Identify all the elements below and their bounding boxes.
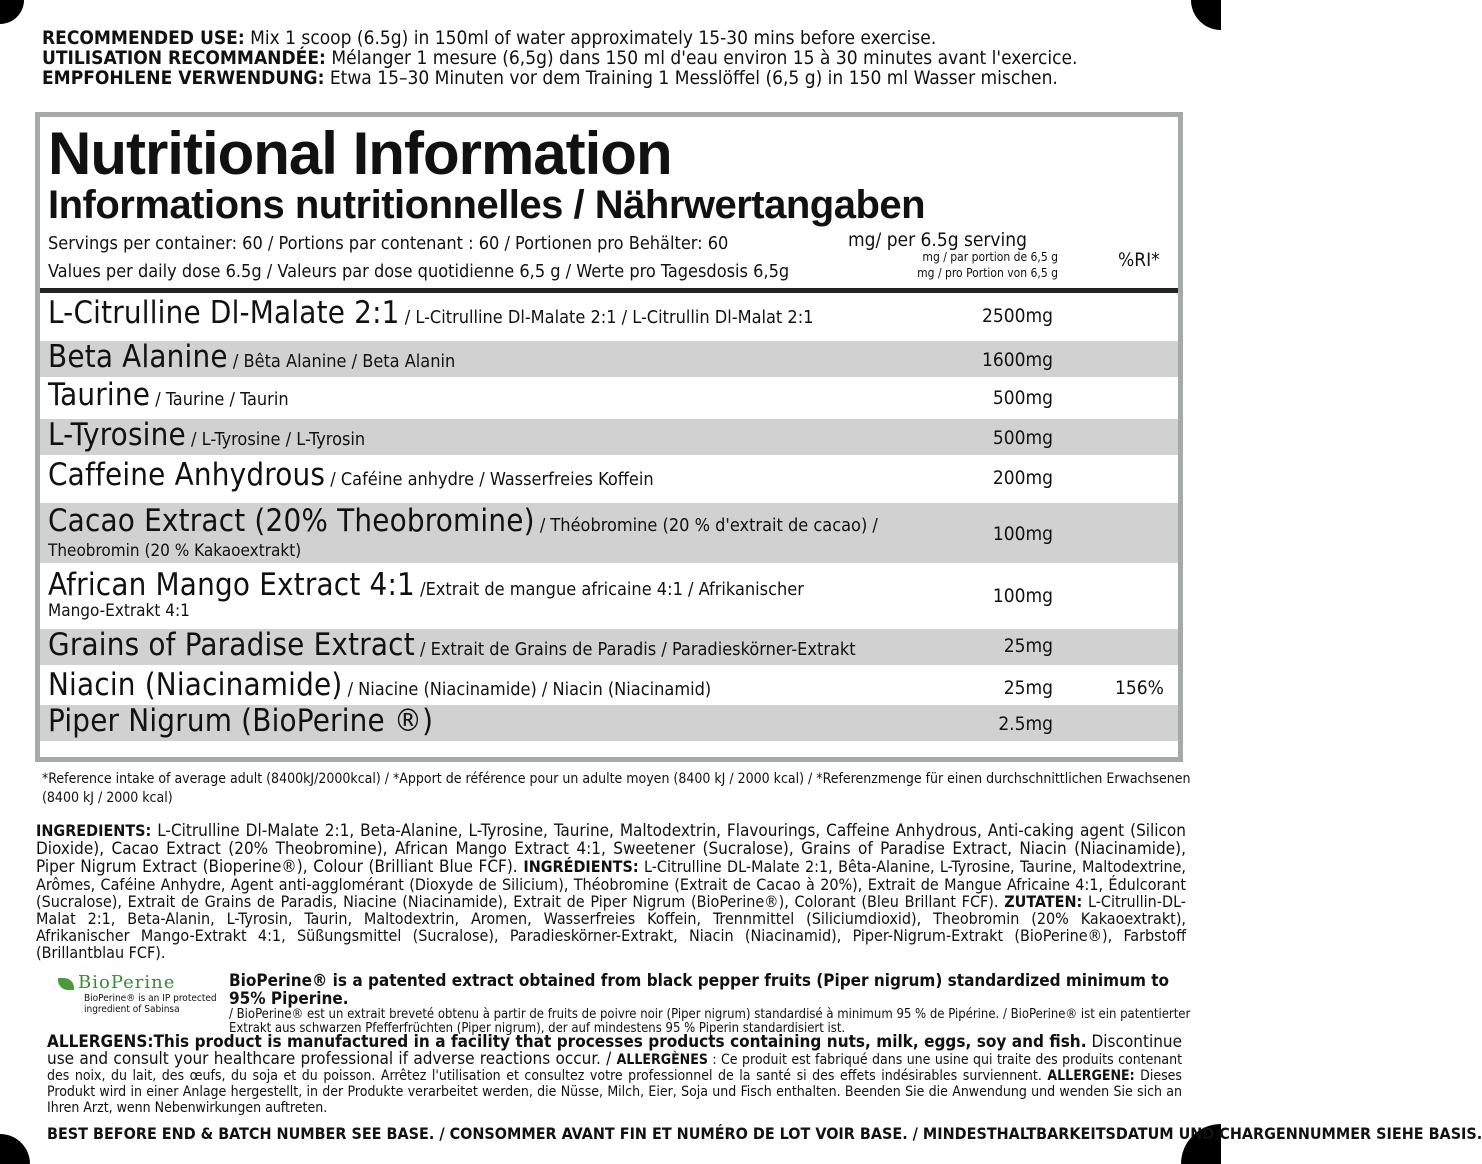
best-before-fr-de: / CONSOMMER AVANT FIN ET NUMÉRO DE LOT VOIR BASE. / MINDESTHALTBARKEITSDATUM UND CHARGENNUMMER SIEHE BASIS. <box>434 1124 1482 1143</box>
serving-header-fr: mg / par portion de 6,5 g <box>922 250 1058 264</box>
allergens-text-fr: : Ce produit est fabriqué dans une usine qui traite des produits contenant des noix, du lait, des œufs, du soja et du poisson. Arrêtez l'utilisation et consultez votre professionnel de la santé si des effets indésirables surviennent. <box>47 1052 1183 1084</box>
table-row <box>40 705 1178 741</box>
row-amount: 100mg <box>992 523 1053 545</box>
row-translation: / L-Citrulline Dl-Malate 2:1 / L-Citrullin Dl-Malat 2:1 <box>399 307 814 328</box>
usage-label-de: EMPFOHLENE VERWENDUNG: <box>42 67 325 89</box>
row-amount: 100mg <box>992 585 1053 607</box>
row-amount: 500mg <box>992 387 1053 409</box>
corner-decoration <box>0 0 24 24</box>
servings-per-container: Servings per container: 60 / Portions par contenant : 60 / Portionen pro Behälter: 60 <box>48 233 729 254</box>
table-row <box>40 379 1178 415</box>
row-translation: / Bêta Alanine / Beta Alanin <box>227 351 456 372</box>
table-row <box>40 341 1178 377</box>
usage-text-en: Mix 1 scoop (6.5g) in 150ml of water approximately 15-30 mins before exercise. <box>244 27 937 49</box>
usage-text-de: Etwa 15–30 Minuten vor dem Training 1 Messlöffel (6,5 g) in 150 ml Wasser mischen. <box>324 67 1058 89</box>
row-translation: /Extrait de mangue africaine 4:1 / Afrikanischer <box>415 579 804 600</box>
row-name: Caffeine Anhydrous <box>48 457 326 493</box>
ri-header: %RI* <box>1118 249 1160 271</box>
row-name: Grains of Paradise Extract <box>48 627 415 663</box>
table-row <box>40 629 1178 665</box>
allergens <box>47 1034 1182 1116</box>
row-name: Taurine <box>48 377 151 413</box>
serving-header-de: mg / pro Portion von 6,5 g <box>917 266 1058 280</box>
row-name: African Mango Extract 4:1 <box>48 567 415 603</box>
values-per-dose: Values per daily dose 6.5g / Valeurs par dose quotidienne 6,5 g / Werte pro Tagesdosis 6,5g <box>48 261 790 282</box>
allergens-label-de: ALLERGENE: <box>1047 1068 1135 1084</box>
row-name: Cacao Extract (20% Theobromine) <box>48 503 535 539</box>
best-before <box>47 1124 1482 1143</box>
row-name: L-Citrulline Dl-Malate 2:1 <box>48 295 400 331</box>
panel-subtitle: Informations nutritionnelles / Nährwertangaben <box>48 183 926 227</box>
best-before-en: BEST BEFORE END & BATCH NUMBER SEE BASE. <box>47 1124 435 1143</box>
row-translation: / Niacine (Niacinamide) / Niacin (Niacinamid) <box>342 679 712 700</box>
row-amount: 2500mg <box>982 305 1053 327</box>
row-translation: / Taurine / Taurin <box>150 389 289 410</box>
bioperine-statement-fr-de: / BioPerine® est un extrait breveté obtenu à partir de fruits de poivre noir (Piper nigrum) standardisé à minimum 95 % de Pipérine. / BioPerine® ist ein patentierter Extrakt aus schwarzen Pfefferfrüchten (Piper nigrum), der auf mindestens 95 % Piperin standardisiert ist. <box>229 1007 1191 1036</box>
panel-title: Nutritional Information <box>48 120 672 187</box>
table-row <box>40 503 1178 563</box>
table-row <box>40 295 1178 335</box>
row-translation: / Extrait de Grains de Paradis / Paradieskörner-Extrakt <box>414 639 856 660</box>
serving-header: mg/ per 6.5g serving <box>848 229 1027 251</box>
allergens-label-fr: ALLERGÈNES <box>616 1052 708 1068</box>
table-row <box>40 419 1178 455</box>
row-translation-cont: Mango-Extrakt 4:1 <box>48 601 190 621</box>
allergens-en-tail: Discontinue use and consult your healthcare professional if adverse reactions occur. / <box>47 1032 1182 1069</box>
row-amount: 25mg <box>1003 677 1053 699</box>
row-amount: 500mg <box>992 427 1053 449</box>
bioperine-logo-note: BioPerine® is an IP protected ingredient of Sabinsa <box>84 993 217 1015</box>
table-row <box>40 667 1178 705</box>
table-row <box>40 457 1178 499</box>
allergens-en: ALLERGENS:This product is manufactured in a facility that processes products containing nuts, milk, eggs, soy and fish. <box>47 1032 1087 1052</box>
ingredients-label-en: INGREDIENTS: <box>36 821 152 840</box>
row-name: Piper Nigrum (BioPerine ®) <box>48 703 434 739</box>
row-name: Niacin (Niacinamide) <box>48 667 343 703</box>
row-amount: 25mg <box>1003 635 1053 657</box>
nutrition-panel <box>35 112 1183 762</box>
usage-label-en: RECOMMENDED USE: <box>42 27 245 49</box>
leaf-icon <box>58 978 74 990</box>
row-amount: 200mg <box>992 467 1053 489</box>
row-amount: 1600mg <box>982 349 1053 371</box>
row-translation: / Caféine anhydre / Wasserfreies Koffein <box>325 469 654 490</box>
usage-text-fr: Mélanger 1 mesure (6,5g) dans 150 ml d'eau environ 15 à 30 minutes avant l'exercice. <box>325 47 1078 69</box>
corner-decoration <box>1191 0 1221 30</box>
bioperine-statement <box>229 972 1191 1036</box>
recommended-use <box>42 28 1192 88</box>
row-name: L-Tyrosine <box>48 417 186 453</box>
bioperine-logo <box>58 972 228 1015</box>
bioperine-logo-text: BioPerine <box>78 972 176 993</box>
ingredients-label-de: ZUTATEN: <box>1004 892 1083 911</box>
reference-intake-footnote: *Reference intake of average adult (8400kJ/2000kcal) / *Apport de référence pour un adulte moyen (8400 kJ / 2000 kcal) / *Referenzmenge für einen durchschnittlichen Erwachsenen (8400 kJ / 2000 kcal) <box>42 771 1191 806</box>
ingredients-label-fr: INGRÉDIENTS: <box>523 857 639 876</box>
usage-label-fr: UTILISATION RECOMMANDÉE: <box>42 47 326 69</box>
row-translation: / Théobromine (20 % d'extrait de cacao) / <box>534 515 878 536</box>
row-translation: / L-Tyrosine / L-Tyrosin <box>185 429 366 450</box>
ingredients-text-de: L-Citrullin-DL-Malat 2:1, Beta-Alanin, L-Tyrosin, Taurin, Maltodextrin, Aromen, Wasserfreies Koffein, Trennmittel (Siliciumdioxid), Theobromin (20% Kakaoextrakt), Afrikanischer Mango-Extrakt 4:1, Süßungsmittel (Sucralose), Paradieskörner-Extrakt, Niacin (Niacinamid), Piper-Nigrum-Extrakt (BioPerine®), Farbstoff (Brillantblau FCF). <box>36 892 1187 962</box>
row-translation-cont: Theobromin (20 % Kakaoextrakt) <box>48 541 302 561</box>
header-divider <box>40 288 1178 293</box>
ingredients <box>36 822 1186 961</box>
row-ri: 156% <box>1115 677 1164 699</box>
ingredients-text-en: L-Citrulline Dl-Malate 2:1, Beta-Alanine, L-Tyrosine, Taurine, Maltodextrin, Flavourings, Caffeine Anhydrous, Anti-caking agent (Silicon Dioxide), Cacao Extract (20% Theobromine), African Mango Extract 4:1, Sweetener (Sucralose), Grains of Paradise Extract, Niacin (Niacinamide), Piper Nigrum Extract (Bioperine®), Colour (Brilliant Blue FCF). <box>36 821 1186 877</box>
row-amount: 2.5mg <box>998 713 1053 735</box>
row-name: Beta Alanine <box>48 339 228 375</box>
bioperine-statement-en: BioPerine® is a patented extract obtained from black pepper fruits (Piper nigrum) standardized minimum to 95% Piperine. <box>229 971 1170 1009</box>
table-row <box>40 567 1178 627</box>
corner-decoration <box>0 1134 30 1164</box>
allergens-text-de: Dieses Produkt wird in einer Anlage hergestellt, in der Produkte verarbeitet werden, die Nüsse, Milch, Eier, Soja und Fisch enthalten. Beenden Sie die Anwendung und wenden Sie sich an Ihren Arzt, wenn Nebenwirkungen auftreten. <box>47 1068 1182 1116</box>
ingredients-text-fr: L-Citrulline DL-Malate 2:1, Bêta-Alanine, L-Tyrosine, Taurine, Maltodextrine, Arômes, Caféine Anhydre, Agent anti-agglomérant (Dioxyde de Silicium), Théobromine (Extrait de Cacao à 20%), Extrait de Mangue Africaine 4:1, Édulcorant (Sucralose), Extrait de Grains de Paradis, Niacine (Niacinamide), Extrait de Piper Nigrum (BioPerine®), Colorant (Bleu Brillant FCF). <box>36 857 1187 911</box>
